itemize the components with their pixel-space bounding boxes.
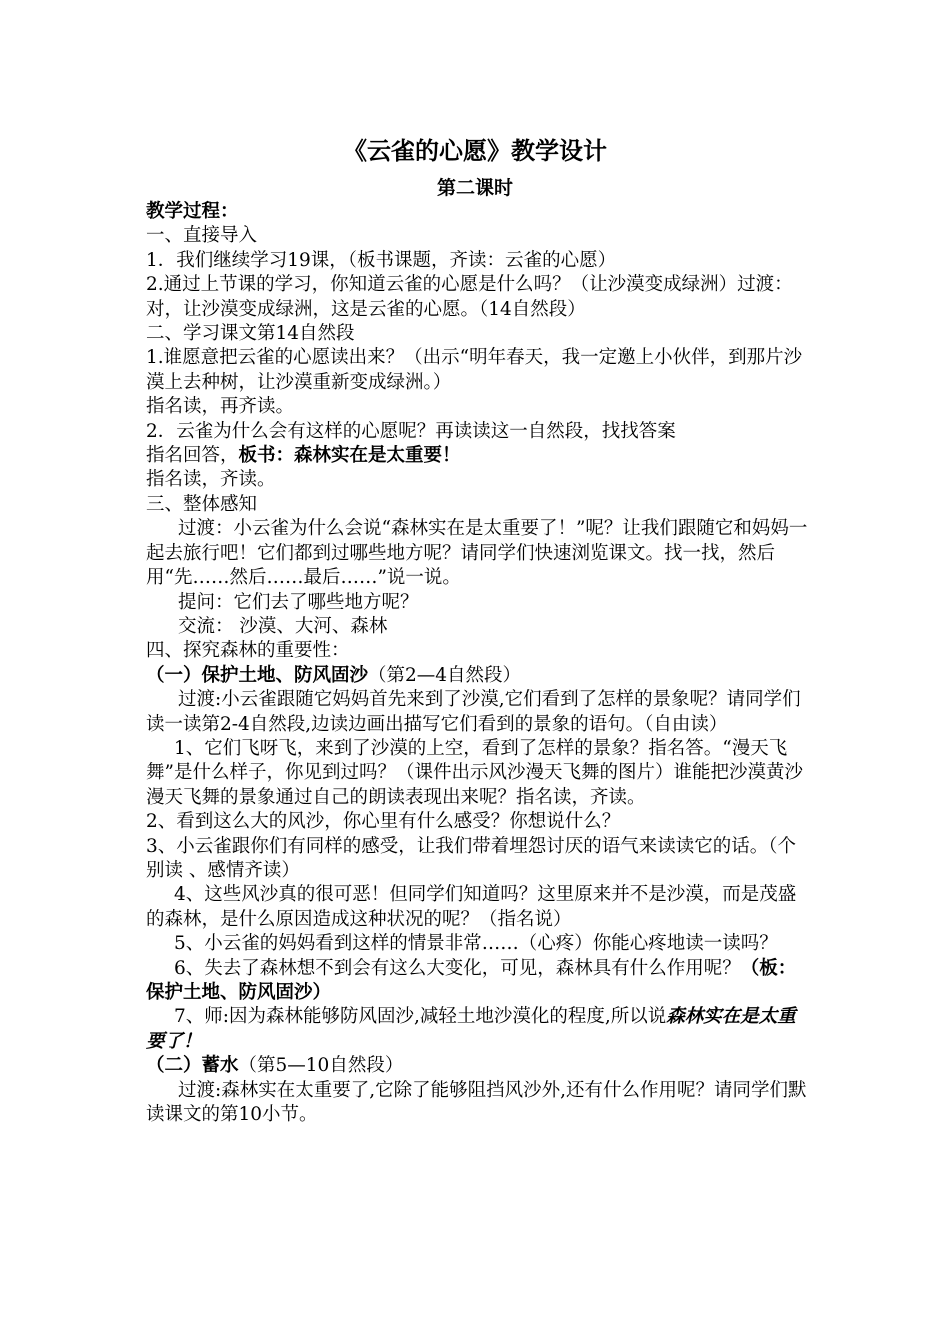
- document-body: [146, 200, 814, 1127]
- subsection-1-range: （第2—4自然段）: [368, 664, 522, 686]
- section-2-paragraph: [146, 444, 814, 468]
- subsection-1-heading: [146, 664, 814, 688]
- section-4-heading: 四、探究森林的重要性：: [146, 640, 350, 662]
- section-3-heading: 三、整体感知: [146, 493, 258, 515]
- section-2-paragraph: 指名读，齐读。: [146, 469, 276, 491]
- section-3-paragraph: 交流： 沙漠、大河、森林: [178, 615, 388, 637]
- section-4-paragraph: [146, 957, 814, 1006]
- section-2-heading: 二、学习课文第14自然段: [146, 323, 355, 345]
- document-subtitle: 第二课时: [436, 177, 513, 199]
- section-4-paragraph: 1、它们飞呀飞，来到了沙漠的上空，看到了怎样的景象？指名答。“漫天飞舞”是什么样子，你见到过吗？（课件出示风沙漫天飞舞的图片）谁能把沙漠黄沙漫天飞舞的景象通过自己的朗读表现出来呢？指名读，齐读。: [146, 737, 803, 808]
- section-3-paragraph: 过渡：小云雀为什么会说“森林实在是太重要了！”呢？让我们跟随它和妈妈一起去旅行吧！它们都到过哪些地方呢？请同学们快速浏览课文。找一找，然后用“先……然后……最后……”说一说。: [146, 518, 808, 589]
- paragraph-text: 6、失去了森林想不到会有这么大变化，可见，森林具有什么作用呢？: [174, 957, 741, 979]
- section-2-paragraph: 2．云雀为什么会有这样的心愿呢？再读读这一自然段，找找答案: [146, 420, 676, 442]
- section-1-heading: 一、直接导入: [146, 225, 258, 247]
- subsection-2-heading: [146, 1054, 814, 1078]
- emphasis-text: 森林实在是太重要了！: [146, 1006, 796, 1052]
- section-3-paragraph: 提问：它们去了哪些地方呢？: [178, 591, 419, 613]
- section-4-paragraph: 4、这些风沙真的很可恶！但同学们知道吗？这里原来并不是沙漠，而是茂盛的森林，是什么原因造成这种状况的呢？（指名说）: [146, 884, 797, 930]
- process-heading: 教学过程：: [146, 201, 239, 222]
- subsection-2-title: （二）蓄水: [146, 1055, 239, 1077]
- answer-prompt: 指名回答，: [146, 445, 239, 467]
- section-4-paragraph: [146, 1005, 814, 1054]
- subsection-1-title: （一）保护土地、防风固沙: [146, 664, 369, 686]
- section-2-paragraph: 指名读，再齐读。: [146, 396, 295, 418]
- section-1-paragraph: 1．我们继续学习19课，（板书课题，齐读：云雀的心愿）: [146, 249, 617, 271]
- section-1-paragraph: 2.通过上节课的学习，你知道云雀的心愿是什么吗？（让沙漠变成绿洲）过渡：对，让沙漠变成绿洲，这是云雀的心愿。（14自然段）: [146, 274, 793, 320]
- section-4-paragraph: 过渡:小云雀跟随它妈妈首先来到了沙漠,它们看到了怎样的景象呢？请同学们读一读第2-4自然段,边读边画出描写它们看到的景象的语句。（自由读）: [146, 689, 801, 735]
- section-4-paragraph: 2、看到这么大的风沙，你心里有什么感受？你想说什么？: [146, 811, 621, 833]
- section-4-paragraph: 过渡:森林实在太重要了,它除了能够阻挡风沙外,还有什么作用呢？请同学们默读课文的第10小节。: [146, 1079, 807, 1126]
- section-4-paragraph: 3、小云雀跟你们有同样的感受，让我们带着埋怨讨厌的语气来读读它的话。（个别读 、感情齐读）: [146, 835, 797, 881]
- paragraph-text: 7、师:因为森林能够防风固沙,减轻土地沙漠化的程度,所以说: [174, 1006, 667, 1028]
- blackboard-note: （板：保护土地、防风固沙）: [146, 957, 797, 1003]
- subsection-2-range: （第5—10自然段）: [238, 1055, 404, 1077]
- blackboard-note: 板书：森林实在是太重要！: [238, 445, 461, 467]
- document-title: 《云雀的心愿》教学设计: [343, 137, 607, 165]
- section-2-paragraph: 1.谁愿意把云雀的心愿读出来？（出示“明年春天，我一定邀上小伙伴，到那片沙漠上去种树，让沙漠重新变成绿洲。）: [146, 347, 803, 393]
- section-4-paragraph: 5、小云雀的妈妈看到这样的情景非常……（心疼）你能心疼地读一读吗？: [174, 933, 778, 955]
